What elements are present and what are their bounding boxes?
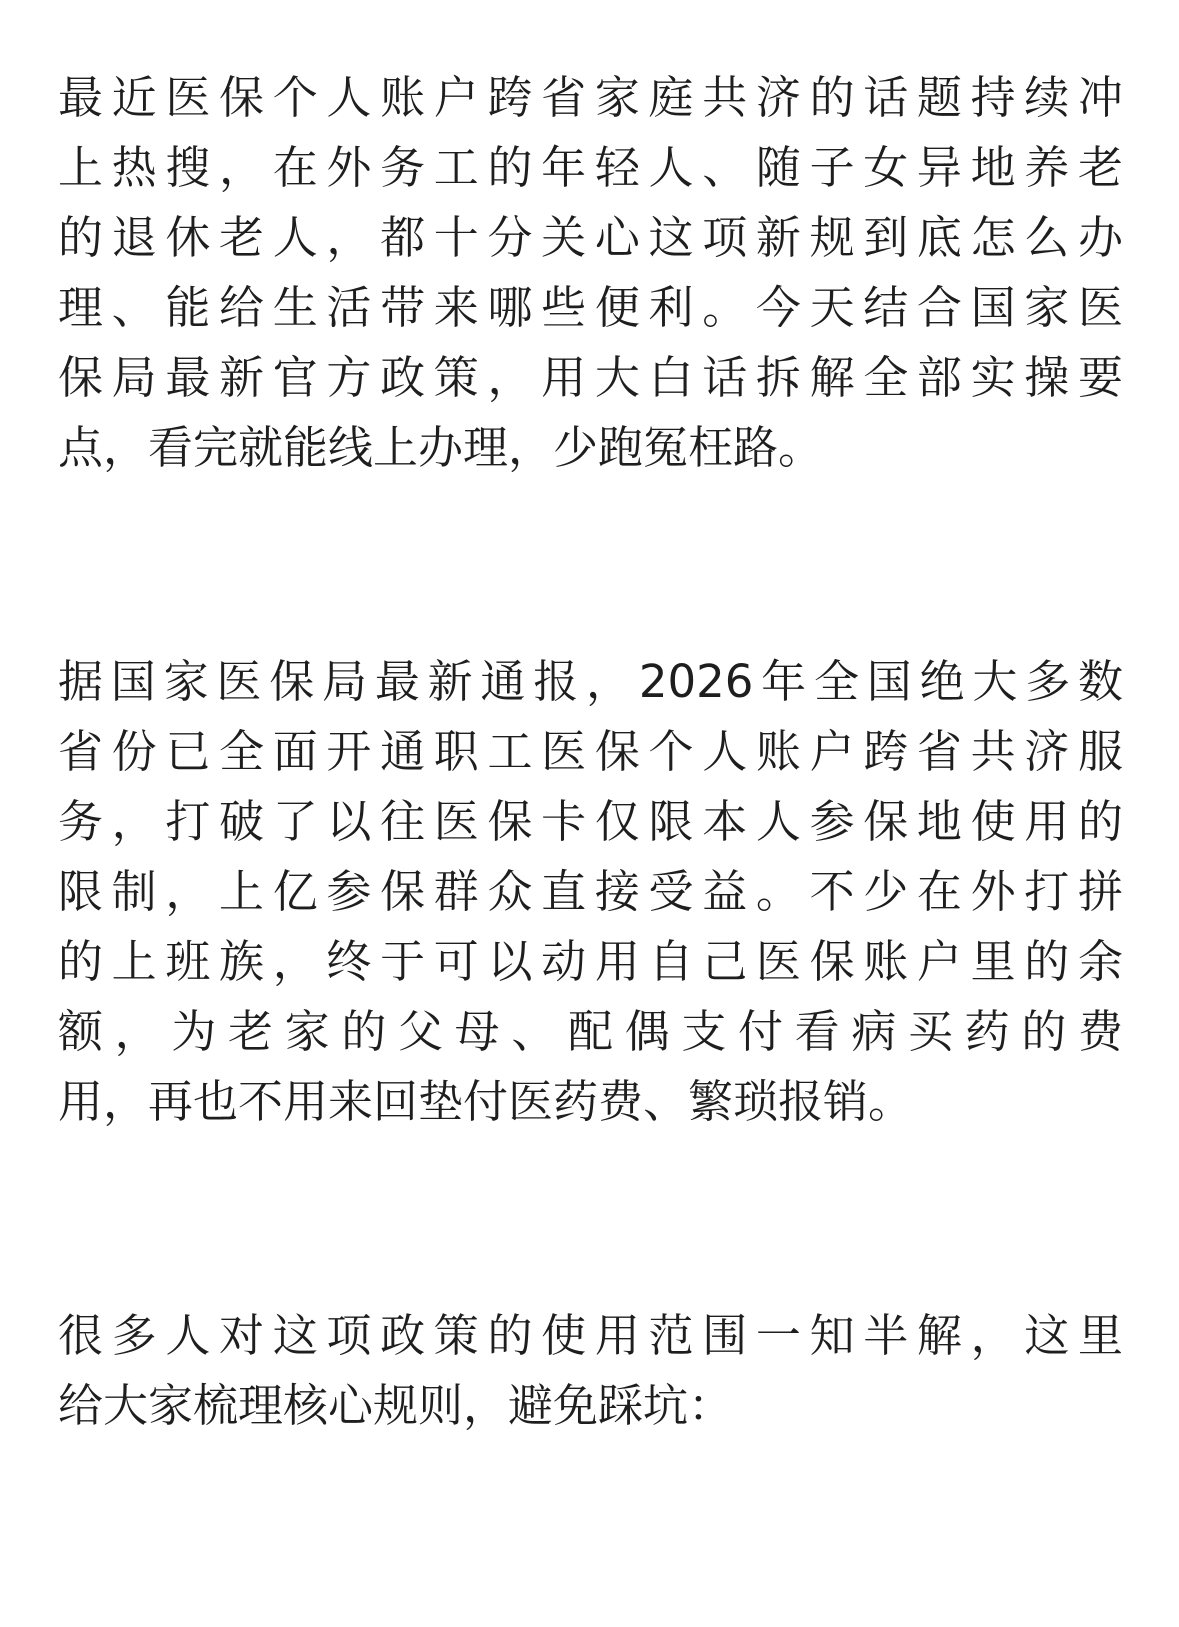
paragraph-line: 额，为老家的父母、配偶支付看病买药的费 [58,1005,1123,1058]
paragraph-rules-intro [58,1301,1123,1441]
paragraph-line: 务，打破了以往医保卡仅限本人参保地使用的 [58,795,1123,848]
paragraph-line: 的上班族，终于可以动用自己医保账户里的余 [58,935,1123,988]
paragraph-intro [58,63,1123,483]
paragraph-spacer [58,483,1123,647]
paragraph-line: 据国家医保局最新通报，2026年全国绝大多数 [58,655,1123,708]
paragraph-line: 省份已全面开通职工医保个人账户跨省共济服 [58,725,1123,778]
paragraph-line: 用，再也不用来回垫付医药费、繁琐报销。 [58,1075,914,1128]
paragraph-line: 点，看完就能线上办理，少跑冤枉路。 [58,421,824,474]
paragraph-spacer [58,1137,1123,1301]
paragraph-line: 理、能给生活带来哪些便利。今天结合国家医 [58,281,1123,334]
paragraph-policy [58,647,1123,1137]
paragraph-line: 的退休老人，都十分关心这项新规到底怎么办 [58,211,1123,264]
paragraph-line: 上热搜，在外务工的年轻人、随子女异地养老 [58,141,1123,194]
paragraph-line: 给大家梳理核心规则，避免踩坑： [58,1379,734,1432]
paragraph-line: 限制，上亿参保群众直接受益。不少在外打拼 [58,865,1123,918]
paragraph-line: 保局最新官方政策，用大白话拆解全部实操要 [58,351,1123,404]
paragraph-line: 最近医保个人账户跨省家庭共济的话题持续冲 [58,71,1123,124]
paragraph-line: 很多人对这项政策的使用范围一知半解，这里 [58,1309,1123,1362]
